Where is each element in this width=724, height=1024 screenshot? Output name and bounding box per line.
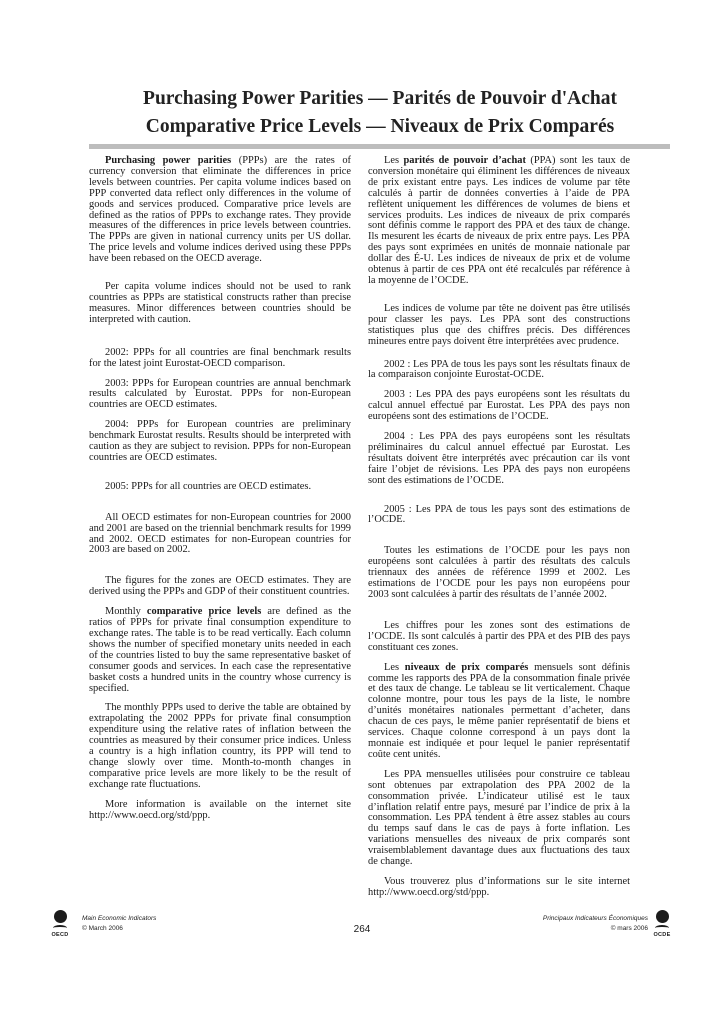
page-number: 264: [353, 924, 371, 935]
footer-copyright-french: © mars 2006: [610, 925, 648, 932]
fr-term-price-levels: niveaux de prix comparés: [404, 661, 529, 673]
en-paragraph-2003: 2003: PPPs for European countries are annual benchmark results calculated by Eurostat. PPPs for non-European countries are OECD estimates.: [89, 377, 351, 411]
english-column: [89, 156, 351, 822]
fr-term-ppa: parités de pouvoir d’achat: [403, 155, 526, 166]
fr-paragraph-ranking-caution: Les indices de volume par tête ne doivent pas être utilisés pour classer les pays. Les PPA sont des constructions statistiques plus que des chiffres précis. Des différences mineures entre pays doivent être interprétées avec prudence.: [368, 302, 630, 347]
en-paragraph-zones: The figures for the zones are OECD estimates. They are derived using the PPPs and GDP of their constituent countries.: [89, 575, 351, 598]
footer-copyright-english: © March 2006: [82, 925, 123, 932]
en-paragraph-monthly-ppps: The monthly PPPs used to derive the table are obtained by extrapolating the 2002 PPPs for private final consumption expenditure using the relative rates of inflation between the countries as measured by their consumer price indices. Unless a country is a high inflation country, its PPP will tend to change slowly over time. Month-to-month changes in comparative price levels are more likely to be the result of exchange rate fluctuations.: [89, 702, 351, 790]
title-divider: [89, 144, 670, 149]
ocde-logo: [651, 910, 673, 938]
fr-paragraph-2002: 2002 : Les PPA de tous les pays sont les résultats finaux de la comparaison conjointe Eurostat-OCDE.: [368, 358, 630, 381]
en-paragraph-more-info: More information is available on the internet site http://www.oecd.org/std/ppp.: [89, 798, 351, 821]
fr-paragraph-monthly-ppa: Les PPA mensuelles utilisées pour construire ce tableau sont obtenues par extrapolation des PPA 2002 de la consommation privée. L’indicateur utilisé est le taux d’inflation relatif entre pays, mesuré par l’indice de prix à la consommation. Les PPA tendent à être assez stables au cours du temps sauf dans le cas de pays à forte inflation. Les variations mensuelles des niveaux de prix comparés sont vraisemblablement davantage dues aux fluctuations des taux de change.: [368, 768, 630, 868]
french-column: [368, 156, 630, 899]
ocde-globe-icon: [656, 910, 669, 923]
fr-paragraph-zones: Les chiffres pour les zones sont des estimations de l’OCDE. Ils sont calculés à partir des PPA et des PIB des pays constituant ces zones.: [368, 619, 630, 653]
footer-publication-english: Main Economic Indicators: [82, 915, 157, 922]
en-paragraph-non-european: All OECD estimates for non-European countries for 2000 and 2001 are based on the triennial benchmark results for 1999 and 2002. OECD estimates for non-European countries for 2003 are based on 2002.: [89, 511, 351, 556]
en-term-ppp: Purchasing power parities: [105, 155, 232, 166]
footer-publication-french: Principaux Indicateurs Économiques: [542, 915, 648, 922]
fr-paragraph-ppa-definition: Les parités de pouvoir d’achat (PPA) sont les taux de conversion monétaire qui éliminent les différences de niveaux de prix existant entre pays. Les indices de volume par tête calculés à partir de données converties à l’aide de PPA reflètent uniquement les différences de volumes de biens et services produits. Les indices de niveaux de prix comparés sont définis comme le rapport des PPA et des taux de change. Ils mesurent les écarts de niveaux de prix entre pays. Les PPA des pays sont exprimées en unités de monnaie nationale par dollar des É-U. Les indices de niveaux de prix et de volume obtenus à partir de ces PPA ont été recalculés par référence à la moyenne de l’OCDE.: [368, 155, 630, 286]
en-paragraph-2005: 2005: PPPs for all countries are OECD estimates.: [105, 480, 312, 492]
page-title-english: Purchasing Power Parities — Parités de Pouvoir d'Achat: [143, 88, 617, 109]
fr-paragraph-more-info: Vous trouverez plus d’informations sur le site internet http://www.oecd.org/std/ppp.: [368, 875, 630, 898]
fr-paragraph-2003: 2003 : Les PPA des pays européens sont les résultats du calcul annuel effectué par Eurostat. Les PPA des pays non européens sont des estimations de l’OCDE.: [368, 389, 630, 423]
en-paragraph-ranking-caution: Per capita volume indices should not be used to rank countries as PPPs are statistical constructs rather than precise measures. Minor differences between countries should be interpreted with caution.: [89, 281, 351, 325]
page-title-subtitle: Comparative Price Levels — Niveaux de Prix Comparés: [145, 116, 615, 137]
fr-paragraph-price-levels: Les niveaux de prix comparés mensuels sont définis comme les rapports des PPA de la consommation finale privée et des taux de change. Le tableau se lit verticalement. Chaque colonne montre, pour tous les pays de la liste, le nombre d’unités monétaires nationales permettant d’acheter, dans chacun de ces pays, le même panier représentatif de biens et services. Chaque colonne correspond à un pays dont la monnaie est indiquée et pour lequel le panier représentatif coûte cent unités.: [368, 661, 630, 760]
en-paragraph-ppp-definition: Purchasing power parities (PPPs) are the rates of currency conversion that eliminate the differences in price levels between countries. Per capita volume indices based on PPP converted data reflect only differences in the volume of goods and services produced. Comparative price levels are defined as the ratios of PPPs to exchange rates. They provide measures of the differences in price levels between countries. The PPPs are given in national currency units per US dollar. The price levels and volume indices derived using these PPPs have been rebased on the OECD average.: [89, 155, 352, 265]
oecd-globe-icon: [54, 910, 67, 923]
oecd-logo: [49, 910, 71, 938]
en-term-price-levels: comparative price levels: [146, 606, 262, 618]
fr-paragraph-2005: 2005 : Les PPA de tous les pays sont des estimations de l’OCDE.: [368, 503, 630, 526]
en-paragraph-2004: 2004: PPPs for European countries are preliminary benchmark Eurostat results. Results should be interpreted with caution as they are subject to revision. PPPs for non-European countries are OECD estimates.: [89, 419, 351, 463]
page-footer: [0, 910, 724, 950]
oecd-logo-label: OECD: [51, 932, 69, 938]
ocde-logo-label: OCDE: [653, 932, 671, 938]
en-paragraph-price-levels: Monthly comparative price levels are defined as the ratios of PPPs for private final consumption expenditure to exchange rates. The table is to be read vertically. Each column shows the number of specified monetary units needed in each of the countries listed to buy the same representative basket of consumer goods and services. In each case the representative basket costs a hundred units in the country whose currency is specified.: [89, 606, 351, 694]
fr-paragraph-2004: 2004 : Les PPA des pays européens sont les résultats préliminaires du calcul annuel effectué par Eurostat. Les résultats doivent être interprétés avec précaution car ils vont faire l’objet de révisions. Les PPA des pays non européens sont des estimations de l’OCDE.: [368, 431, 630, 486]
fr-paragraph-non-european: Toutes les estimations de l’OCDE pour les pays non européens sont calculées à partir des résultats des calculs triennaux des années de référence 1999 et 2002. Les estimations de l’OCDE pour les pays non européens pour 2003 sont calculées à partir des résultats de l’année 2002.: [368, 545, 630, 600]
en-paragraph-2002: 2002: PPPs for all countries are final benchmark results for the latest joint Eurostat-OECD comparison.: [89, 346, 351, 369]
